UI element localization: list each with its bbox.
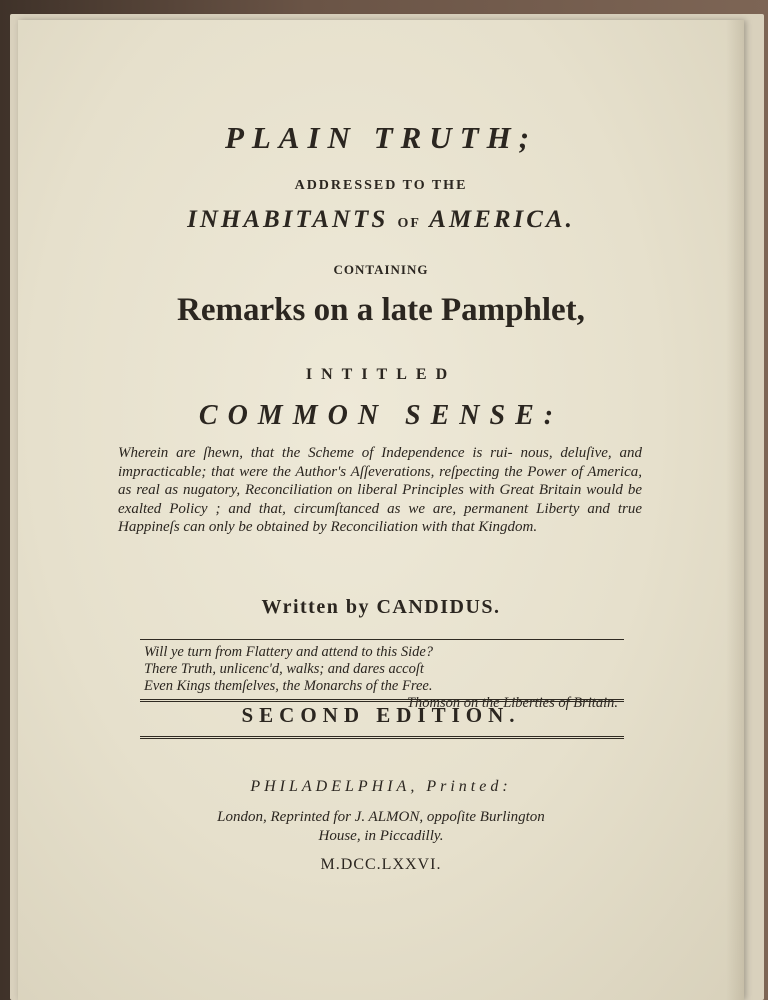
common-sense-line: COMMON SENSE:: [198, 400, 564, 431]
epigraph-line: Will ye turn from Flattery and attend to this Side?: [144, 644, 434, 660]
inhabitants-word: INHABITANTS: [187, 206, 389, 233]
author-line: Written by CANDIDUS.: [261, 596, 501, 618]
wherein-line: nous, deluſive, and impracticable; that were the Author's: [118, 445, 642, 480]
imprint-publisher-line: House, in Piccadilly.: [318, 828, 444, 844]
epigraph-line: There Truth, unlicenc'd, walks; and dares accoſt: [144, 661, 424, 677]
of-word: OF: [397, 216, 421, 231]
page-title: PLAIN TRUTH;: [224, 120, 538, 155]
america-word: AMERICA.: [429, 206, 575, 233]
wherein-paragraph: [118, 444, 642, 537]
containing-line: CONTAINING: [333, 262, 429, 277]
inhabitants-line: [18, 206, 744, 234]
wherein-line: nugatory, Reconciliation on liberal Principles with Great: [183, 482, 539, 499]
remarks-line: Remarks on a late Pamphlet,: [177, 292, 585, 328]
imprint-place: PHILADELPHIA, Printed:: [250, 778, 512, 795]
epigraph-top-rule: [140, 639, 624, 640]
wherein-line: Britain would be exalted Policy ; and that, circumſtanced: [118, 482, 642, 517]
wherein-line: as we are, permanent Liberty and true Happineſs can only: [118, 500, 642, 536]
edition-line: SECOND EDITION.: [241, 703, 521, 727]
epigraph-attribution: Thomson on the Liberties of Britain.: [406, 695, 618, 711]
epigraph-line: Even Kings themſelves, the Monarchs of the Free.: [144, 678, 433, 694]
title-page: [18, 20, 744, 1000]
wherein-line: Aſſeverations, reſpecting the Power of America, as real as: [118, 463, 642, 499]
intitled-line: INTITLED: [305, 366, 457, 383]
addressed-line: ADDRESSED TO THE: [294, 178, 468, 193]
edition-bottom-rule: [140, 736, 624, 739]
edition-top-rule: [140, 699, 624, 702]
imprint-publisher: [18, 808, 744, 846]
wherein-line: Wherein are ſhewn, that the Scheme of Independence is rui-: [118, 445, 521, 461]
imprint-date: M.DCC.LXXVI.: [320, 856, 442, 873]
imprint-publisher-line: London, Reprinted for J. ALMON, oppoſite Burlington: [217, 809, 545, 825]
wherein-line: be obtained by Reconciliation with that Kingdom.: [238, 519, 538, 536]
